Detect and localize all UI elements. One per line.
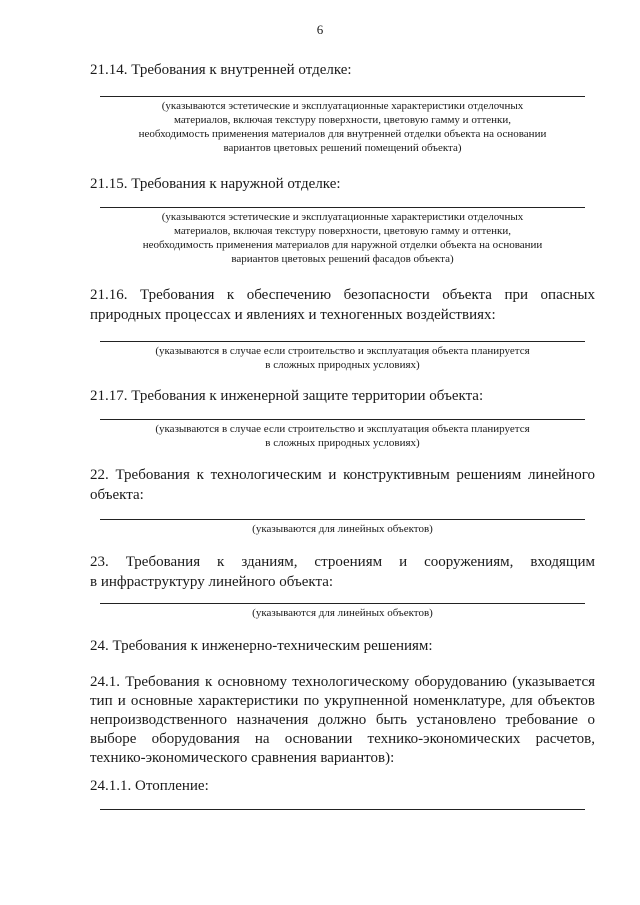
section-23 bbox=[90, 552, 595, 620]
section-21-14 bbox=[90, 60, 595, 155]
section-21-15 bbox=[90, 174, 595, 266]
fill-in-line bbox=[100, 341, 585, 342]
fill-in-line bbox=[100, 809, 585, 810]
section-24-1 bbox=[90, 673, 595, 768]
section-hint: (указываются эстетические и эксплуатационные характеристики отделочных материалов, включая текстуру поверхности, цветовую гамму и оттенки, необходимость применения материалов для наружной отделки объекта на основании вариантов цветовых решений фасадов объекта) bbox=[142, 211, 543, 265]
section-heading-line-2: объекта: bbox=[90, 487, 144, 503]
fill-in-line bbox=[100, 603, 585, 604]
section-hint: (указываются в случае если строительство и эксплуатация объекта планируется в сложных природных условиях) bbox=[155, 423, 530, 449]
section-hint: (указываются эстетические и эксплуатационные характеристики отделочных материалов, включая текстуру поверхности, цветовую гамму и оттенки, необходимость применения материалов для внутренней отделки объекта на основании вариантов цветовых решений помещений объекта) bbox=[138, 100, 547, 154]
section-21-17 bbox=[90, 386, 595, 450]
section-heading-line-2: в инфраструктуру линейного объекта: bbox=[90, 574, 334, 590]
fill-in-line bbox=[100, 419, 585, 420]
fill-in-line bbox=[100, 96, 585, 97]
section-heading-line-1: 23. Требования к зданиям, строениям и сооружениям, входящим bbox=[90, 554, 595, 570]
section-24-1-1 bbox=[90, 776, 595, 810]
section-heading: 21.17. Требования к инженерной защите территории объекта: bbox=[90, 388, 484, 404]
section-paragraph: 24.1. Требования к основному технологическому оборудованию (указывается тип и основные характеристики по укрупненной номенклатуре, для объектов непроизводственного назначения должно быть установлено требование о выборе оборудования на основании технико-экономических расчетов, технико-экономического сравнения вариантов): bbox=[90, 674, 595, 766]
page-number: 6 bbox=[316, 22, 324, 37]
section-heading: 21.14. Требования к внутренней отделке: bbox=[90, 62, 352, 78]
section-hint: (указываются в случае если строительство и эксплуатация объекта планируется в сложных природных условиях) bbox=[155, 345, 530, 371]
section-heading-line-1: 22. Требования к технологическим и конструктивным решениям линейного bbox=[90, 467, 595, 483]
section-21-16 bbox=[90, 285, 595, 372]
section-heading: 21.15. Требования к наружной отделке: bbox=[90, 176, 341, 192]
section-hint: (указываются для линейных объектов) bbox=[252, 523, 433, 535]
fill-in-line bbox=[100, 207, 585, 208]
section-heading-line-2: природных процессах и явлениях и техногенных воздействиях: bbox=[90, 307, 496, 323]
section-22 bbox=[90, 465, 595, 536]
fill-in-line bbox=[100, 519, 585, 520]
section-hint: (указываются для линейных объектов) bbox=[252, 607, 433, 619]
section-24 bbox=[90, 636, 595, 656]
section-heading-line-1: 21.16. Требования к обеспечению безопасности объекта при опасных bbox=[90, 287, 595, 303]
section-heading: 24. Требования к инженерно-техническим решениям: bbox=[90, 638, 433, 654]
section-heading: 24.1.1. Отопление: bbox=[90, 778, 209, 794]
